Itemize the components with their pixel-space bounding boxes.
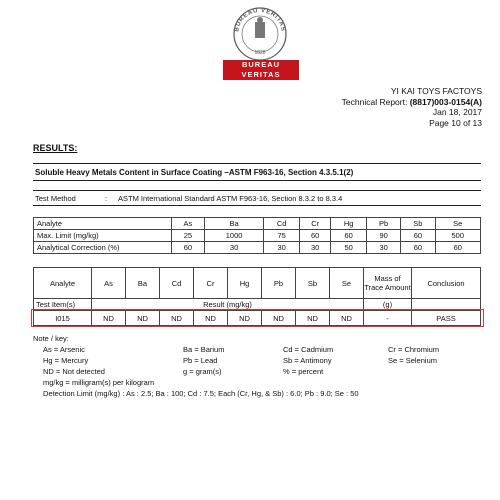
- result-header-hg: Hg: [228, 268, 262, 299]
- notes-key-item: Sb = Antimony: [283, 356, 332, 365]
- limits-cell: 50: [331, 242, 367, 254]
- notes-row: [33, 355, 437, 366]
- limits-cell: 500: [435, 230, 481, 242]
- limits-cell: Cd: [264, 218, 300, 230]
- mass-unit: (g): [364, 299, 412, 311]
- company-name: YI KAI TOYS FACTOYS: [390, 86, 482, 96]
- result-header-cd: Cd: [160, 268, 194, 299]
- limits-cell: Sb: [401, 218, 435, 230]
- result-header-se: Se: [330, 268, 364, 299]
- limits-cell: 60: [299, 230, 330, 242]
- limits-cell: 75: [264, 230, 300, 242]
- limits-cell: 60: [172, 242, 205, 254]
- limits-cell: Cr: [299, 218, 330, 230]
- notes-mgkg: mg/kg = milligram(s) per kilogram: [43, 378, 155, 387]
- limits-cell: Ba: [204, 218, 263, 230]
- report-header: [342, 86, 482, 128]
- section-title: Soluble Heavy Metals Content in Surface Coating –ASTM F963-16, Section 4.3.5.1(2): [33, 163, 481, 181]
- result-sb: ND: [296, 311, 330, 326]
- result-header-mass-trace: Mass of Trace Amount: [364, 268, 412, 299]
- result-cd: ND: [160, 311, 194, 326]
- limits-row-label: Max. Limit (mg/kg): [34, 230, 172, 242]
- report-label: Technical Report:: [341, 96, 408, 107]
- notes-key-item: Ba = Barium: [183, 345, 225, 354]
- report-number-line: [342, 97, 482, 108]
- notes-detection-limit: Detection Limit (mg/kg) : As : 2.5; Ba : 100; Cd : 7.5; Each (Cr, Hg, & Sb) : 6.0; Pb : 9.0; Se : 50: [43, 389, 359, 398]
- limits-row: [34, 230, 481, 242]
- limits-cell: 30: [299, 242, 330, 254]
- result-header-pb: Pb: [262, 268, 296, 299]
- notes-section: [33, 333, 440, 399]
- result-ba: ND: [126, 311, 160, 326]
- test-item-label: Test Item(s): [34, 299, 92, 311]
- limits-cell: 60: [401, 242, 435, 254]
- highlight-box: [31, 309, 484, 327]
- test-method-value: ASTM International Standard ASTM F963-16, Section 8.3.2 to 8.3.4: [118, 194, 343, 203]
- result-header-sb: Sb: [296, 268, 330, 299]
- limits-row-label: Analytical Correction (%): [34, 242, 172, 254]
- test-item-id: I015: [34, 311, 92, 326]
- result-mass: -: [364, 311, 412, 326]
- limits-cell: 30: [264, 242, 300, 254]
- notes-row: [33, 366, 359, 377]
- limits-cell: 25: [172, 230, 205, 242]
- notes-key-item: Pb = Lead: [183, 356, 218, 365]
- report-date: Jan 18, 2017: [432, 107, 482, 117]
- notes-key-item: Hg = Mercury: [43, 356, 89, 365]
- notes-key-item: Cr = Chromium: [388, 345, 440, 354]
- page-number: Page 10 of 13: [429, 117, 482, 128]
- logo-bar-line2: VERITAS: [241, 70, 281, 79]
- notes-title: Note / key:: [33, 334, 69, 343]
- limits-cell: Se: [435, 218, 481, 230]
- logo-year: 1828: [254, 50, 266, 56]
- result-header-ba: Ba: [126, 268, 160, 299]
- limits-cell: 30: [204, 242, 263, 254]
- logo-seal: [222, 6, 298, 62]
- result-cr: ND: [194, 311, 228, 326]
- result-header-cr: Cr: [194, 268, 228, 299]
- test-method: [33, 190, 481, 206]
- result-as: ND: [92, 311, 126, 326]
- test-method-colon: :: [105, 194, 108, 203]
- limits-cell: 60: [331, 230, 367, 242]
- limits-cell: Pb: [367, 218, 401, 230]
- result-pb: ND: [262, 311, 296, 326]
- limits-cell: Hg: [331, 218, 367, 230]
- report-number: (8817)003-0154(A): [409, 96, 482, 107]
- result-unit: Result (mg/kg): [92, 299, 364, 311]
- result-header-as: As: [92, 268, 126, 299]
- notes-key-item: g = gram(s): [183, 367, 222, 376]
- limits-cell: 30: [367, 242, 401, 254]
- result-conclusion: PASS: [412, 311, 481, 326]
- result-se: ND: [330, 311, 364, 326]
- limits-cell: 1000: [204, 230, 263, 242]
- notes-key-item: ND = Not detected: [43, 367, 105, 376]
- notes-key-item: As = Arsenic: [43, 345, 85, 354]
- limits-cell: 60: [401, 230, 435, 242]
- limits-row: [34, 242, 481, 254]
- limits-row-label: Analyte: [34, 218, 172, 230]
- result-hg: ND: [228, 311, 262, 326]
- limits-table: [33, 217, 481, 254]
- limits-cell: 60: [435, 242, 481, 254]
- limits-cell: 90: [367, 230, 401, 242]
- logo-bar-line1: BUREAU: [241, 60, 281, 69]
- result-header-conclusion: Conclusion: [412, 268, 481, 299]
- test-method-label: Test Method: [35, 194, 76, 203]
- limits-cell: As: [172, 218, 205, 230]
- results-heading: RESULTS:: [33, 143, 78, 153]
- logo-arc-text: BUREAU VERITAS: [234, 7, 286, 33]
- notes-key-item: Se = Selenium: [388, 356, 437, 365]
- result-header-analyte: Analyte: [34, 268, 92, 299]
- limits-row: [34, 218, 481, 230]
- logo-red-bar: [223, 60, 299, 80]
- notes-row: [33, 344, 440, 355]
- notes-key-item: % = percent: [283, 367, 324, 376]
- notes-key-item: Cd = Cadmium: [283, 345, 334, 354]
